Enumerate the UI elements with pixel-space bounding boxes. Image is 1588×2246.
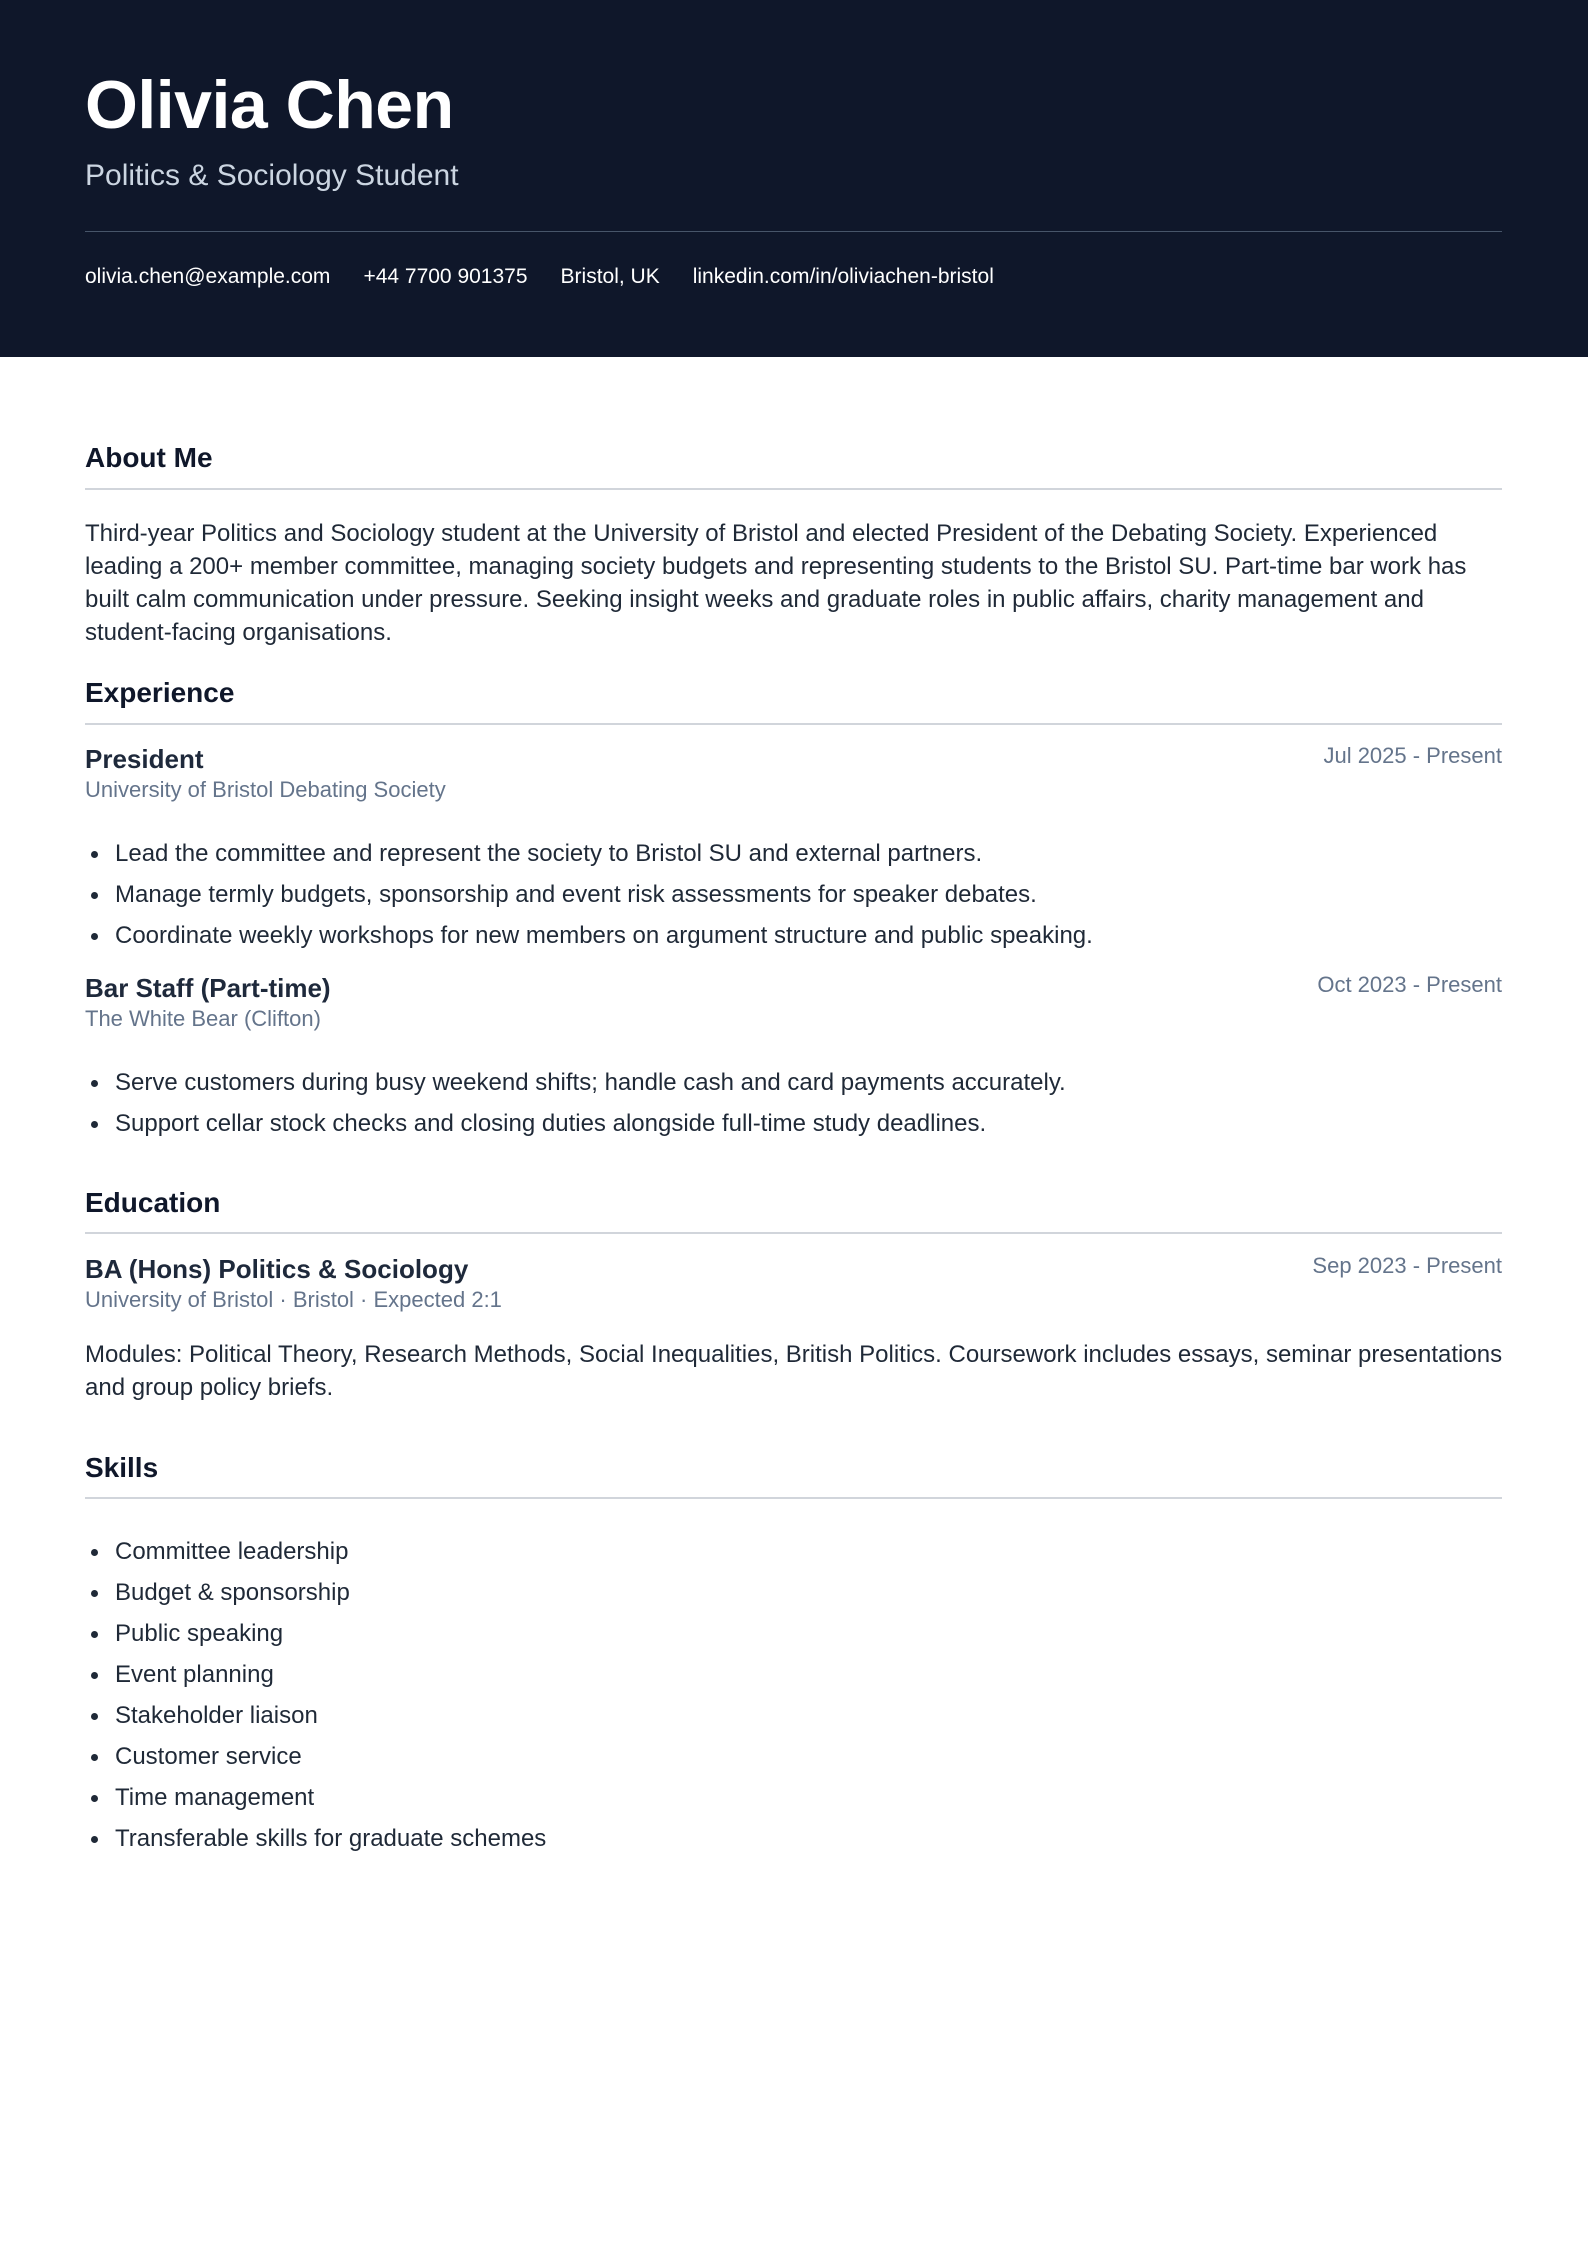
job-bullet: Lead the committee and represent the society to Bristol SU and external partners. <box>85 833 1505 874</box>
education-section-title: Education <box>85 1187 221 1218</box>
experience-section-title: Experience <box>85 677 235 708</box>
skills-section-title: Skills <box>85 1452 159 1483</box>
job-bullet: Manage termly budgets, sponsorship and event risk assessments for speaker debates. <box>85 874 1505 915</box>
degree-modules: Modules: Political Theory, Research Methods, Social Inequalities, British Politics. Coursework includes essays, seminar presentations and group policy briefs. <box>85 1341 1503 1401</box>
contact-email[interactable]: olivia.chen@example.com <box>85 265 331 288</box>
job-organisation: University of Bristol Debating Society <box>85 777 446 802</box>
skill-item: Time management <box>85 1777 1505 1818</box>
contact-location: Bristol, UK <box>560 265 660 288</box>
skill-item: Customer service <box>85 1736 1505 1777</box>
contact-phone[interactable]: +44 7700 901375 <box>363 265 528 288</box>
skills-section-divider <box>85 1497 1502 1499</box>
about-section-title: About Me <box>85 442 213 473</box>
about-text: Third-year Politics and Sociology student at the University of Bristol and elected President of the Debating Society. Experienced leading a 200+ member committee, managing society budgets and representing students to the Bristol SU. Part-time bar work has built calm communication under pressure. Seeking insight weeks and graduate roles in public affairs, charity management and student-facing organisations. <box>85 520 1467 646</box>
skill-item: Event planning <box>85 1654 1505 1695</box>
skill-item: Transferable skills for graduate schemes <box>85 1818 1505 1859</box>
degree-title: BA (Hons) Politics & Sociology <box>85 1254 469 1284</box>
job-bullet: Coordinate weekly workshops for new members on argument structure and public speaking. <box>85 915 1505 956</box>
skill-item: Committee leadership <box>85 1531 1505 1572</box>
header-divider <box>85 231 1502 232</box>
contact-list <box>85 263 994 291</box>
degree-details: University of Bristol · Bristol · Expected 2:1 <box>85 1287 502 1312</box>
job-dates: Jul 2025 - Present <box>1323 743 1502 768</box>
job-dates: Oct 2023 - Present <box>1317 972 1502 997</box>
job-bullet-list <box>85 1062 1505 1144</box>
job-title: Bar Staff (Part-time) <box>85 973 331 1003</box>
job-bullet-list <box>85 833 1505 956</box>
resume-header <box>0 0 1588 357</box>
degree-dates: Sep 2023 - Present <box>1312 1253 1502 1278</box>
job-organisation: The White Bear (Clifton) <box>85 1006 321 1031</box>
about-section-divider <box>85 488 1502 490</box>
contact-linkedin[interactable]: linkedin.com/in/oliviachen-bristol <box>692 265 994 288</box>
education-section-divider <box>85 1232 1502 1234</box>
skill-item: Budget & sponsorship <box>85 1572 1505 1613</box>
skill-item: Stakeholder liaison <box>85 1695 1505 1736</box>
job-bullet: Support cellar stock checks and closing duties alongside full-time study deadlines. <box>85 1103 1505 1144</box>
skill-item: Public speaking <box>85 1613 1505 1654</box>
job-title: President <box>85 744 204 774</box>
skills-list <box>85 1531 1505 1859</box>
experience-section-divider <box>85 723 1502 725</box>
candidate-name: Olivia Chen <box>85 67 454 143</box>
job-bullet: Serve customers during busy weekend shifts; handle cash and card payments accurately. <box>85 1062 1505 1103</box>
candidate-role: Politics & Sociology Student <box>85 159 459 192</box>
